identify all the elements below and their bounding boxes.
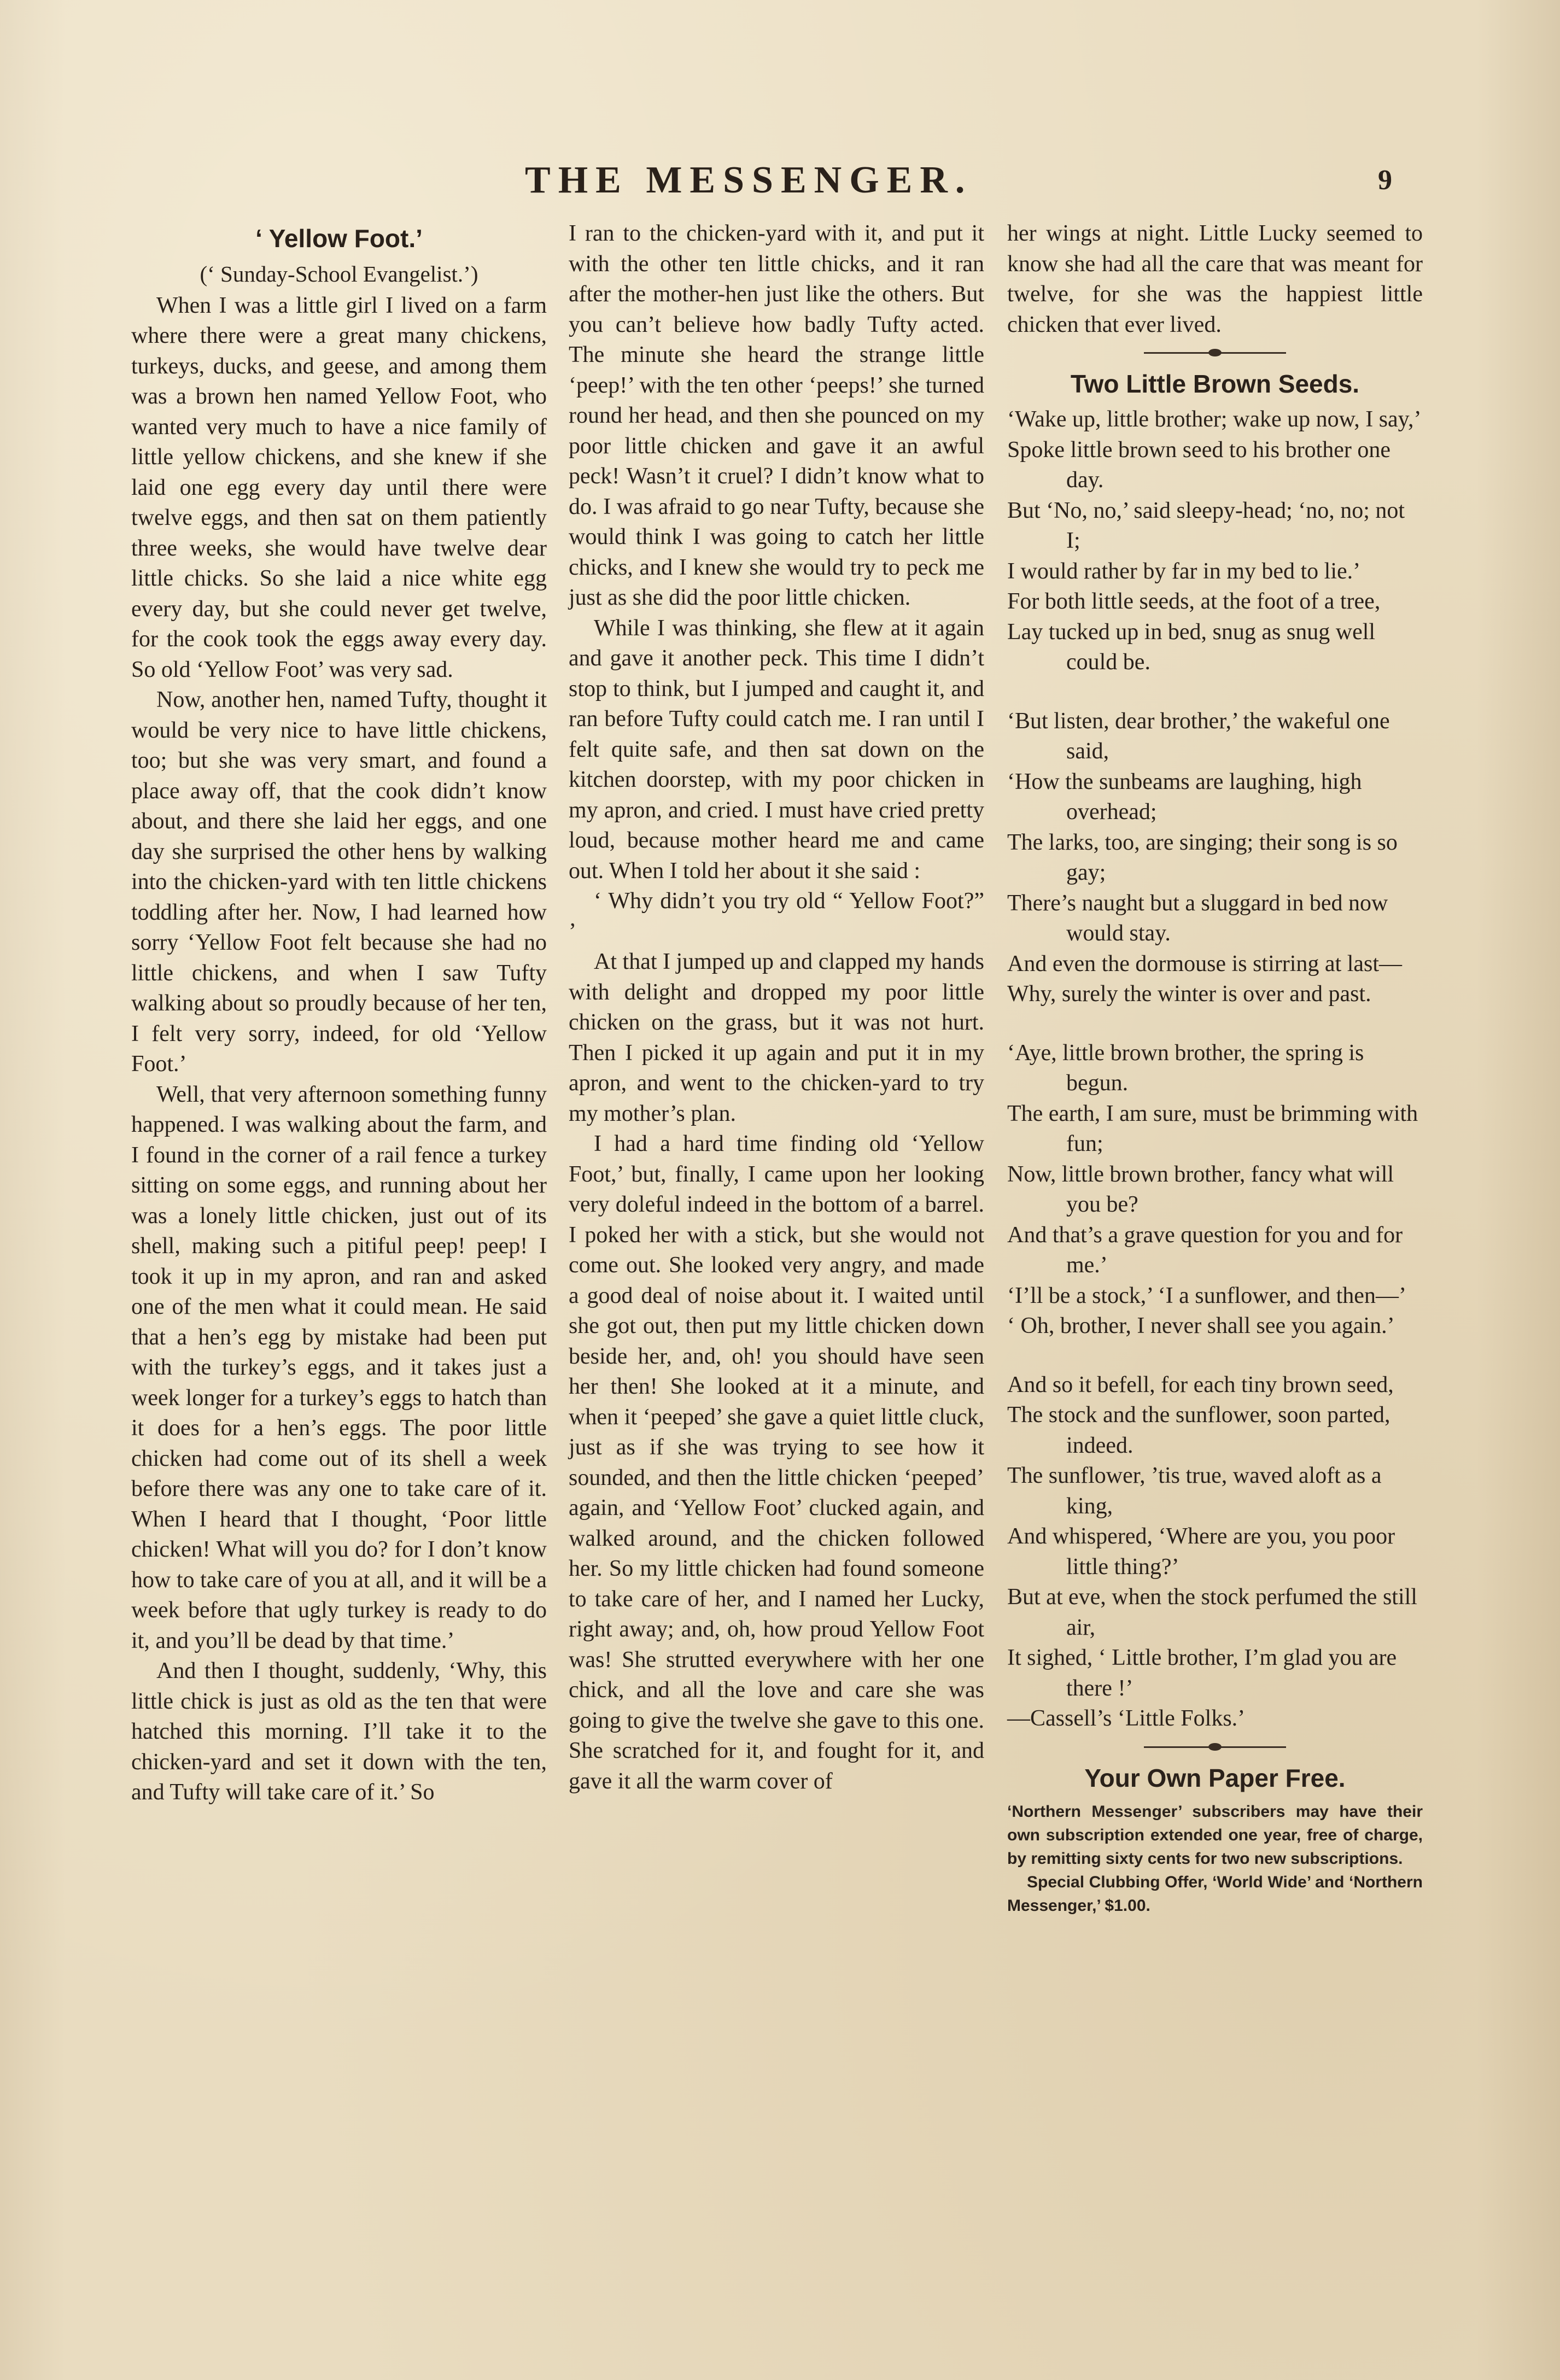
poem-line: It sighed, ‘ Little brother, I’m glad you are there !’ xyxy=(1007,1645,1397,1701)
column-3 xyxy=(1007,219,1423,1917)
page-number: 9 xyxy=(1378,165,1392,196)
section-divider xyxy=(1144,1741,1286,1753)
story-paragraph: And then I thought, suddenly, ‘Why, this little chick is just as old as the ten that were hatched this morning. I’ll take it to the chicken-yard and set it down with the ten, and Tufty will take care of it.’ So xyxy=(131,1658,547,1805)
poem-title: Two Little Brown Seeds. xyxy=(1070,370,1360,398)
poem-line: ‘How the sunbeams are laughing, high overhead; xyxy=(1007,769,1362,824)
story-paragraph: Now, another hen, named Tufty, thought it would be very nice to have little chickens, too; but she was very smart, and found a place away off, that the cook didn’t know about, and there she laid her eggs, and one day she surprised the other hens by walking into the chicken-yard with ten little chickens toddling after her. Now, I had learned how sorry ‘Yellow Foot felt because she had no little chickens, and when I saw Tufty walking about so proudly because of her ten, I felt very sorry, indeed, for old ‘Yellow Foot.’ xyxy=(131,687,547,1077)
poem-line: And that’s a grave question for you and for me.’ xyxy=(1007,1222,1403,1278)
poem-line: There’s naught but a sluggard in bed now would stay. xyxy=(1007,890,1388,946)
poem-line: ‘ Oh, brother, I never shall see you again.’ xyxy=(1007,1313,1395,1338)
story-paragraph: When I was a little girl I lived on a farm where there were a great many chickens, turkeys, ducks, and geese, and among them was a brown hen named Yellow Foot, who wanted very much to have a nice family of little yellow chickens, and she knew if she laid one egg every day until there were twelve eggs, and then sat on them patiently three weeks, she would have twelve dear little chicks. So she laid a nice white egg every day, but she could never get twelve, for the cook took the eggs away every day. So old ‘Yellow Foot’ was very sad. xyxy=(131,293,547,682)
poem-line: But ‘No, no,’ said sleepy-head; ‘no, no; not I; xyxy=(1007,498,1405,553)
poem-line: ‘I’ll be a stock,’ ‘I a sunflower, and then—’ xyxy=(1007,1283,1406,1308)
poem-line: The sunflower, ’tis true, waved aloft as a king, xyxy=(1007,1463,1382,1519)
poem-line: Why, surely the winter is over and past. xyxy=(1007,981,1371,1007)
poem-line: I would rather by far in my bed to lie.’ xyxy=(1007,558,1361,584)
poem-line: Lay tucked up in bed, snug as snug well could be. xyxy=(1007,619,1376,675)
stanza-gap xyxy=(1007,1010,1423,1038)
poem-line: And even the dormouse is stirring at last— xyxy=(1007,951,1403,976)
story-paragraph: While I was thinking, she flew at it again and gave it another peck. This time I didn’t stop to think, but I jumped and caught it, and ran before Tufty could catch me. I ran until I felt quite safe, and then sat down on the kitchen doorstep, with my poor chicken in my apron, and cried. I must have cried pretty loud, because mother heard me and came out. When I told her about it she said : xyxy=(569,615,984,884)
poem-line: Spoke little brown seed to his brother one day. xyxy=(1007,437,1391,493)
poem-line: The larks, too, are singing; their song is so gay; xyxy=(1007,829,1398,885)
stanza-gap xyxy=(1007,1342,1423,1370)
column-1 xyxy=(131,219,547,1808)
story-paragraph: her wings at night. Little Lucky seemed to know she had all the care that was meant for twelve, for she was the happiest little chicken that ever lived. xyxy=(1007,221,1423,337)
stanza-gap xyxy=(1007,678,1423,706)
poem-line: ‘But listen, dear brother,’ the wakeful one said, xyxy=(1007,708,1390,764)
story-paragraph: I ran to the chicken-yard with it, and put it with the other ten little chicks, and it ran after the mother-hen just like the others. But you can’t believe how badly Tufty acted. The minute she heard the strange little ‘peep!’ with the ten other ‘peeps!’ she turned round her head, and then she pounced on my poor little chicken and gave it an awful peck! Wasn’t it cruel? I didn’t know what to do. I was afraid to go near Tufty, because she would think I was going to catch her little chicks, and I knew she would try to peck me just as she did the poor little chicken. xyxy=(569,221,984,610)
column-2 xyxy=(569,219,984,1797)
poem-line: The earth, I am sure, must be brimming with fun; xyxy=(1007,1101,1418,1156)
story-paragraph: Well, that very afternoon something funny happened. I was walking about the farm, and I found in the corner of a rail fence a turkey sitting on some eggs, and running about her was a lonely little chicken, just out of its shell, making such a pitiful peep! peep! I took it up in my apron, and ran and asked one of the men what it could mean. He said that a hen’s egg by mistake had been put with the turkey’s eggs, and it takes just a week longer for a turkey’s eggs to hatch than it does for a hen’s eggs. The poor little chicken had come out of its shell a week before there was any one to take care of it. When I heard that I thought, ‘Poor little chicken! What will you do? for I don’t know how to take care of you at all, and it will be a week before that ugly turkey is ready to do it, and you’ll be dead by that time.’ xyxy=(131,1081,547,1653)
promo-box xyxy=(1007,1800,1423,1917)
section-divider xyxy=(1144,347,1286,359)
story-source: (‘ Sunday-School Evangelist.’) xyxy=(200,261,478,286)
poem-line: And whispered, ‘Where are you, you poor little thing?’ xyxy=(1007,1524,1395,1580)
promo-offer: Special Clubbing Offer, ‘World Wide’ and ‘Northern Messenger,’ $1.00. xyxy=(1007,1873,1423,1915)
masthead-title: THE MESSENGER. xyxy=(525,159,973,201)
poem-attribution: —Cassell’s ‘Little Folks.’ xyxy=(1007,1706,1246,1731)
story-paragraph: At that I jumped up and clapped my hands with delight and dropped my poor little chicken on the grass, but it was not hurt. Then I picked it up again and put it in my apron, and went to the chicken-yard to try my mother’s plan. xyxy=(569,949,984,1126)
poem-line: For both little seeds, at the foot of a tree, xyxy=(1007,589,1381,614)
poem-line: ‘Aye, little brown brother, the spring is begun. xyxy=(1007,1040,1364,1096)
story-title: ‘ Yellow Foot.’ xyxy=(255,224,423,253)
story-paragraph: I had a hard time finding old ‘Yellow Foot,’ but, finally, I came upon her looking very doleful indeed in the bottom of a barrel. I poked her with a stick, but she would not come out. She looked very angry, and made a good deal of noise about it. I waited until she got out, then put my little chicken down beside her, and, oh! you should have seen her then! She looked at it a minute, and when it ‘peeped’ she gave a quiet little cluck, just as if she was trying to see how it sounded, and then the little chicken ‘peeped’ again, and ‘Yellow Foot’ clucked again, and walked around, and the chicken followed her. So my little chicken had found someone to take care of her, and I named her Lucky, right away; and, oh, how proud Yellow Foot was! She strutted everywhere with her one chick, and all the love and care she was going to give the twelve she gave to this one. She scratched for it, and fought for it, and gave it all the warm cover of xyxy=(569,1131,984,1794)
poem-line: And so it befell, for each tiny brown seed, xyxy=(1007,1372,1394,1397)
poem-body xyxy=(1007,405,1423,1734)
poem-line: ‘Wake up, little brother; wake up now, I say,’ xyxy=(1007,407,1422,432)
poem-line: Now, little brown brother, fancy what will you be? xyxy=(1007,1161,1394,1217)
poem-line: But at eve, when the stock perfumed the still air, xyxy=(1007,1584,1417,1640)
promo-title: Your Own Paper Free. xyxy=(1084,1763,1346,1792)
poem-line: The stock and the sunflower, soon parted, indeed. xyxy=(1007,1402,1390,1458)
promo-body: ‘Northern Messenger’ subscribers may have their own subscription extended one year, free of charge, by remitting sixty cents for two new subscriptions. xyxy=(1007,1802,1423,1868)
story-paragraph: ‘ Why didn’t you try old “ Yellow Foot?” ’ xyxy=(569,888,984,944)
